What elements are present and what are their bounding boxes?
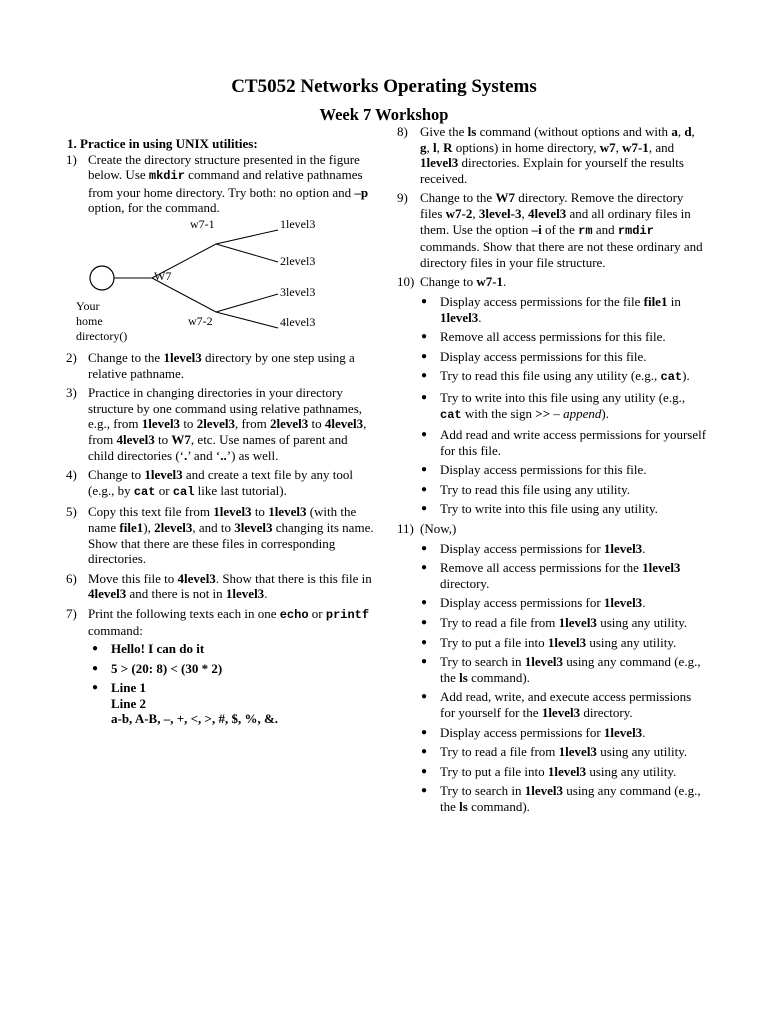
text: Add read and write access permissions for yourself for this file.: [440, 427, 707, 458]
task-5: [66, 504, 376, 566]
text: ’ and ‘: [187, 447, 221, 463]
command: ls: [467, 124, 477, 139]
text: .: [503, 274, 507, 290]
text: directories. Explain for yourself the results received.: [420, 155, 684, 186]
text: commands. Show that there are not these ordinary and directory files in your file structure.: [420, 239, 703, 270]
text: –: [550, 405, 564, 421]
command: cat: [440, 407, 462, 422]
list-item: [417, 349, 707, 365]
dir-name: 4level3: [116, 431, 155, 447]
list-item: [417, 654, 707, 685]
text: ).: [682, 368, 690, 384]
text: (with the name: [88, 504, 357, 535]
text: .: [642, 540, 646, 556]
task-6: [66, 571, 376, 602]
text: Display access permissions for: [440, 724, 604, 740]
text: Print the following texts each in one: [88, 605, 280, 621]
text: ,: [677, 124, 685, 139]
task-9: [397, 190, 707, 270]
text: Move this file to: [88, 570, 178, 586]
task-number: 3): [66, 385, 77, 401]
task-number: 2): [66, 349, 77, 365]
command: ls: [459, 798, 468, 814]
option: a: [671, 124, 678, 139]
task-7: [66, 606, 376, 727]
dir-name: W7: [171, 431, 191, 447]
dir-name: 2level3: [269, 416, 309, 432]
list-item: [417, 390, 707, 423]
label-home: home: [76, 313, 103, 328]
text: .: [642, 724, 646, 740]
text: append: [563, 405, 602, 421]
text: using any utility.: [586, 763, 677, 779]
file-name: file1: [643, 293, 668, 309]
text: Try to read this file using any utility.: [440, 481, 631, 497]
text: Change to the: [88, 349, 164, 365]
home-node: [90, 266, 114, 290]
dir-name: W7: [495, 190, 515, 206]
text: using any utility.: [596, 615, 688, 631]
dir-name: 1level3: [144, 467, 183, 483]
print-text: a-b, A-B, –, +, <, >, #, $, %, &.: [111, 711, 279, 727]
dir-name: w7-1: [622, 139, 649, 155]
dir-name: 1level3: [603, 595, 643, 611]
text: to: [154, 431, 172, 447]
task-4: [66, 467, 376, 500]
dir-name: 1level3: [603, 724, 643, 740]
print-text: 5 > (20: 8) < (30 * 2): [111, 660, 223, 676]
command: rm: [578, 223, 593, 238]
list-item: [417, 725, 707, 741]
text: (Now,): [420, 521, 457, 537]
list-item: [88, 661, 376, 677]
command: ls: [459, 669, 468, 685]
dir-name: 1level3: [163, 349, 202, 365]
text: to: [251, 504, 269, 520]
text: to: [308, 416, 325, 432]
text: in: [667, 293, 681, 309]
text: Create the directory structure presented in the figure below. Use: [88, 151, 360, 183]
print-text: Line 1: [111, 680, 147, 696]
label-w7-2: w7-2: [188, 313, 213, 328]
option: R: [443, 139, 453, 155]
dir-name: .: [184, 447, 188, 463]
list-item: [417, 368, 707, 386]
task-11: [397, 521, 707, 537]
text: , and: [648, 139, 675, 155]
option: g: [420, 139, 427, 155]
task-8: [397, 124, 707, 186]
command: cal: [172, 484, 195, 499]
command: printf: [325, 607, 370, 622]
option: –i: [531, 221, 542, 237]
operator: >>: [535, 405, 551, 421]
text: or: [308, 605, 326, 621]
dir-name: 1level3: [141, 416, 181, 432]
text: of the: [541, 221, 579, 237]
text: Try to search in: [440, 654, 525, 670]
text: , and to: [192, 519, 235, 535]
list-item: [417, 615, 707, 631]
task-3: [66, 385, 376, 463]
text: ,: [691, 124, 695, 139]
text: Display access permissions for: [440, 595, 604, 611]
list-item: [417, 427, 707, 458]
dir-name: 4level3: [527, 205, 567, 221]
page-title: CT5052 Networks Operating Systems: [231, 76, 537, 97]
text: Try to read this file using any utility (e.g.,: [440, 368, 661, 384]
dir-name: 1level3: [603, 540, 643, 556]
text: ’) as well.: [226, 447, 279, 463]
text: command and relative pathnames from your home directory. Try both: no option and: [88, 167, 363, 200]
text: Try to write into this file using any utility (e.g.,: [440, 389, 686, 405]
edge-w72-l3: [216, 294, 278, 312]
list-item: [417, 482, 707, 498]
text: Remove all access permissions for the: [440, 560, 643, 576]
text: using any utility.: [596, 744, 688, 760]
text: Try to search in: [440, 783, 525, 799]
text: Try to read a file from: [440, 615, 559, 631]
edge-w71-l2: [216, 244, 278, 262]
list-item: [417, 783, 707, 814]
text: and create a text file by any tool (e.g., by: [88, 467, 353, 498]
text: .: [478, 309, 482, 325]
text: and all ordinary files in them. Use the option: [420, 205, 691, 237]
list-item: [417, 501, 707, 517]
text: command:: [88, 623, 143, 639]
option: l: [433, 139, 437, 155]
file-name: file1: [119, 519, 144, 535]
dir-name: 1level3: [558, 615, 597, 631]
command: mkdir: [148, 169, 185, 184]
dir-name: 3level3: [234, 519, 273, 535]
print-list: [88, 641, 376, 727]
text: command).: [467, 798, 530, 814]
section-heading: 1. Practice in using UNIX utilities:: [67, 136, 258, 151]
label-w7-1: w7-1: [190, 216, 215, 231]
dir-name: ..: [220, 447, 227, 463]
option: –p: [354, 184, 369, 200]
dir-name: 1level3: [547, 763, 587, 779]
dir-name: 1level3: [268, 504, 307, 520]
dir-name: 4level3: [88, 586, 127, 602]
dir-name: w7-2: [445, 205, 473, 221]
task-number: 5): [66, 504, 77, 520]
task-11-list: [417, 541, 707, 815]
print-text: Line 2: [111, 695, 147, 711]
text: .: [642, 595, 646, 611]
text: and there is not in: [126, 586, 226, 602]
print-text: Hello! I can do it: [111, 641, 205, 657]
text: Display access permissions for: [440, 540, 604, 556]
task-2: [66, 350, 376, 381]
task-number: 10): [397, 274, 415, 290]
text: . Show that there is this file in: [215, 570, 372, 586]
label-3level3: 3level3: [280, 284, 316, 299]
dir-name: 1level3: [225, 586, 265, 602]
list-item: [88, 680, 376, 727]
text: options) in home directory,: [452, 139, 600, 155]
tree-lines: [66, 216, 376, 346]
text: command).: [467, 669, 530, 685]
task-number: 8): [397, 124, 408, 139]
text: Practice in changing directories in your directory structure by one command using relative pathnames, e.g., from: [88, 385, 363, 432]
list-item: [417, 329, 707, 345]
task-10: [397, 274, 707, 290]
text: ,: [472, 205, 479, 221]
list-item: [417, 689, 707, 720]
command: rmdir: [617, 223, 654, 238]
dir-name: 1level3: [213, 504, 252, 520]
label-4level3: 4level3: [280, 314, 316, 329]
text: Change to the: [420, 190, 496, 206]
dir-name: 1level3: [440, 309, 479, 325]
edge-w71-l1: [216, 230, 278, 244]
dir-name: 1level3: [558, 744, 597, 760]
text: Give the: [420, 124, 468, 139]
text: changing its name. Show that there are these files in corresponding directories.: [88, 519, 374, 567]
list-item: [417, 560, 707, 591]
text: , from: [88, 416, 367, 447]
task-number: 11): [397, 521, 414, 537]
text: using any utility.: [586, 634, 677, 650]
label-w7: W7: [154, 268, 172, 283]
list-item: [417, 764, 707, 780]
dir-name: 1level3: [642, 560, 681, 576]
edge-w72-l4: [216, 312, 278, 328]
text: Try to put a file into: [440, 634, 548, 650]
text: ,: [426, 139, 433, 155]
text: to: [180, 416, 197, 432]
text: ,: [615, 139, 623, 155]
task-number: 6): [66, 570, 77, 586]
task-1: [66, 152, 376, 216]
right-column: [397, 124, 707, 819]
dir-name: 1level3: [524, 654, 564, 670]
label-directory: directory(): [76, 328, 128, 343]
task-10-list: [417, 294, 707, 517]
list-item: [88, 641, 376, 657]
text: directory.: [580, 705, 633, 720]
dir-name: 3level-3: [478, 205, 522, 221]
command: cat: [660, 370, 683, 385]
text: like last tutorial).: [194, 482, 287, 498]
text: ,: [521, 205, 528, 221]
text: directory by one step using a relative pathname.: [88, 349, 355, 381]
text: Change to: [420, 274, 477, 290]
text: Try to read a file from: [440, 744, 559, 760]
text: directory.: [440, 575, 490, 591]
text: ).: [601, 405, 609, 421]
list-item: [417, 541, 707, 557]
dir-name: 2level3: [154, 519, 193, 535]
list-item: [417, 462, 707, 478]
directory-tree-figure: [66, 216, 376, 346]
dir-name: 2level3: [196, 416, 235, 432]
text: with the sign: [461, 405, 536, 421]
dir-name: 1level3: [524, 783, 564, 799]
dir-name: w7-1: [476, 274, 504, 290]
dir-name: 4level3: [324, 416, 364, 432]
label-your: Your: [76, 298, 100, 313]
text: , from: [234, 416, 270, 432]
text: option, for the command.: [88, 200, 220, 216]
text: Add read, write, and execute access permissions for yourself for the: [440, 689, 692, 720]
command: cat: [133, 484, 156, 499]
list-item: [417, 744, 707, 760]
task-number: 7): [66, 605, 77, 621]
text: using any command (e.g., the: [440, 654, 701, 685]
text: , etc. Use names of parent and child directories (‘: [88, 431, 348, 463]
text: Change to: [88, 467, 145, 483]
text: directory. Remove the directory files: [420, 190, 684, 221]
left-column: [66, 136, 376, 731]
dir-name: 1level3: [547, 634, 587, 650]
text: command (without options and with: [476, 124, 672, 139]
task-number: 9): [397, 190, 408, 206]
dir-name: 1level3: [420, 155, 459, 171]
text: Copy this text file from: [88, 504, 214, 520]
list-item: [417, 635, 707, 651]
option: d: [684, 124, 692, 139]
text: Display access permissions for the file: [440, 293, 644, 309]
dir-name: w7: [599, 139, 616, 155]
dir-name: 1level3: [541, 705, 581, 720]
text: .: [264, 586, 268, 602]
text: using any command (e.g., the: [440, 783, 701, 814]
label-1level3: 1level3: [280, 216, 316, 231]
text: Display access permissions for this file.: [440, 348, 647, 364]
text: ),: [143, 519, 155, 535]
task-number: 1): [66, 151, 77, 167]
page-subtitle: Week 7 Workshop: [319, 105, 449, 124]
text: Try to write into this file using any utility.: [440, 501, 658, 517]
task-number: 4): [66, 467, 77, 483]
text: Try to put a file into: [440, 763, 548, 779]
text: ,: [436, 139, 444, 155]
dir-name: 4level3: [177, 570, 216, 586]
text: Display access permissions for this file.: [440, 462, 647, 478]
list-item: [417, 294, 707, 325]
edge-w7-w72: [152, 278, 216, 312]
text: and: [592, 221, 618, 237]
label-2level3: 2level3: [280, 253, 316, 268]
list-item: [417, 595, 707, 611]
text: or: [155, 482, 173, 498]
command: echo: [279, 607, 309, 622]
text: Remove all access permissions for this file.: [440, 329, 666, 345]
